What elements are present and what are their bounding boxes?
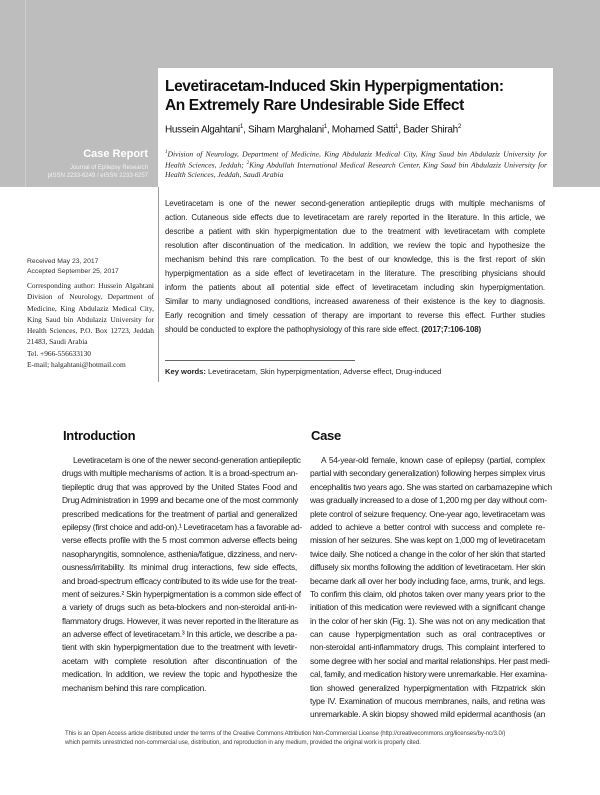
abstract-rule [165,360,355,361]
paragraph-line: was gradually increased to a dose of 1,200 mg per day without com- [310,495,547,506]
correspondence-line: Tel. +966-556633130 [27,348,91,358]
case-body [310,454,552,722]
correspondence-line: Division of Neurology, Department of [27,292,154,302]
affiliation-mark: 1 [323,124,327,130]
abstract-line: mechanism behind this rare complication. To the best of our knowledge, this is the first report of skin [165,255,545,264]
abstract [165,197,545,337]
paragraph-line: some degree with her social and marital relationships. Her past medi- [310,655,550,666]
affiliation-1: Division of Neurology, Department of Medicine, King Abdulaziz Medical City, King Saud bin Abdulaziz University for Health Sciences, Jeddah; [165,149,547,170]
author: Mohamed Satti [331,124,396,136]
abstract-line: action. Cutaneous side effects due to levetiracetam are rarely reported in the literature. In this article, we [165,213,545,222]
introduction-body [62,454,302,695]
abstract-line: hyperpigmentation as a side effect of levetiracetam in the literature. The prescribing physicians should [165,269,545,278]
section-heading-case: Case [311,428,341,443]
citation: (2017;7:106-108) [421,325,482,334]
paragraph-line: initiation of this medication were reviewed with a significant change [310,602,545,613]
affiliation-mark: 1 [165,150,168,155]
paragraph-line: type IV. Examination of mucous membranes, nails, and retina was [310,696,545,707]
paragraph-line: partial with secondary generalization) following herpes simplex virus [310,468,545,479]
article-title-line2: An Extremely Rare Undesirable Side Effect [165,97,464,114]
paragraph-line: in the color of her skin (Fig. 1). She was not on any medication that [310,615,545,626]
correspondence-line: King Saud bin Abdulaziz University for [27,314,154,324]
paragraph-line: tient with skin hyperpigmentation due to the treatment with levetir- [62,642,297,653]
paragraph-line: non-steroidal anti-inflammatory drugs. This complaint interfered to [310,642,545,653]
abstract-line: should be conducted to explore the pathophysiology of this rare side effect. [165,325,422,334]
paragraph-line: A 54-year-old female, known case of epilepsy (partial, complex [321,455,545,465]
paragraph-line: tiepileptic drug that was approved by the United States Food and [62,481,297,492]
author-list: Hussein Algahtani$^1$, Siham Marghalani$^1$, Mohamed Satti$^1$, Bader Shirah$^2$ [165,124,461,136]
paragraph-line: ment of seizures.² Skin hyperpigmentation is a common side effect of [62,588,301,599]
paragraph-line: epilepsy (first choice and add-on).¹ Levetiracetam has a favorable ad- [62,521,302,532]
paragraph-line: cal, family, and medication history were unremarkable. Her examina- [310,669,548,680]
correspondence-line: Health Sciences, P.O. Box 12723, Jeddah [27,326,154,336]
paragraph-line: unremarkable. A skin biopsy showed mild epidermal acanthosis (an [310,709,545,720]
paragraph-line: tion showed generalized hyperpigmentation with Fitzpatrick skin [310,682,545,693]
correspondence-line: 21483, Saudi Arabia [27,337,88,347]
paragraph-line: acetam with complete resolution after discontinuation of the [62,655,297,666]
paragraph-line: Drug Administration in 1999 and became one of the most commonly [62,495,299,506]
article-title-line1: Levetiracetam-Induced Skin Hyperpigmentation: [165,78,504,95]
journal-name: Journal of Epilepsy Research [69,165,148,171]
abstract-line: Levetiracetam is one of the newer second-generation antiepileptic drugs with multiple mechanisms of [165,199,545,208]
paragraph-line: a variety of drugs such as beta-blockers and non-steroidal anti-in- [62,602,297,613]
paragraph-line: an adverse effect of levetiracetam.³ In this article, we describe a pa- [62,629,297,640]
keywords [165,367,441,376]
paragraph-line: mechanism behind this rare complication. [62,682,207,693]
journal-issn: pISSN 2233-6249 / eISSN 2233-6257 [47,173,148,179]
author: Siham Marghalani [247,124,324,136]
affiliation-mark: 1 [395,124,399,130]
correspondence-line: Corresponding author: Hussein Algahtani [27,281,154,290]
affiliation-mark: 2 [457,124,461,130]
paragraph-line: To confirm this claim, old photos taken over many years prior to the [310,588,545,599]
paragraph-line: drugs with multiple mechanisms of action. It is a broad-spectrum an- [62,468,298,479]
abstract-line: describe a patient with skin hyperpigmentation due to the treatment with levetiracetam with complete [165,227,545,236]
author: Bader Shirah [403,124,458,136]
abstract-line: Early recognition and timely cessation of therapy are important to reverse this effect. Further studies [165,311,545,320]
paragraph-line: became dark all over her body including face, arms, trunk, and legs. [310,575,545,586]
paragraph-line: medication. In addition, we review the topic and hypothesize the [62,669,297,680]
correspondence-line: E-mail; halgahtani@hotmail.com [27,360,126,370]
paragraph-line: and broad-spectrum efficacy contributed to its wide use for the treat- [62,575,298,586]
corresponding-author [27,280,154,370]
paragraph-line: nasopharyngitis, somnolence, asthenia/fatigue, dizziness, and nerv- [62,548,297,559]
affiliation-mark: 2 [246,161,250,167]
header-divider [25,0,26,187]
abstract-divider [158,187,159,382]
paragraph-line: mission of her seizures. She was kept on 1,000 mg of levetiracetam [310,535,545,546]
affiliations [165,148,547,180]
abstract-line: inform the patients about all potential side effect of levetiracetam including skin hyperpigmentation. [165,283,545,292]
license-line: which permits unrestricted non-commercial use, distribution, and reproduction in any medium, provided the original work is properly cited. [65,739,421,746]
accepted-date: Accepted September 25, 2017 [27,268,119,275]
affiliation-mark: 1 [239,124,244,130]
abstract-line: resolution after discontinuation of the medication. In addition, we review the topic and hypothesize the [165,241,545,250]
paragraph-line: verse effects profile with the 5 most common adverse effects being [62,535,297,546]
license-line: This is an Open Access article distributed under the terms of the Creative Commons Attribution Non-Commercial License (http://creativecommons.org/licenses/by-nc/3.0/) [65,730,506,737]
paragraph-line: ousness/irritability. Its minimal drug interactions, few side effects, [62,562,297,573]
license-notice [65,729,505,747]
paragraph-line: flammatory drugs. However, it was never reported in the literature as [62,615,299,626]
paragraph-line: prescribed medications for the treatment of partial and generalized [62,508,297,519]
paragraph-line: diffusely six months following the addition of levetiracetam. Her skin [310,562,545,573]
paragraph-line: plete control of seizure frequency. One-year ago, levetiracetam was [310,508,545,519]
paragraph-line: Levetiracetam is one of the newer second-generation antiepileptic [73,455,301,465]
received-date: Received May 23, 2017 [27,258,99,265]
correspondence-line: Medicine, King Abdulaziz Medical City, [27,303,154,313]
section-heading-introduction: Introduction [63,428,136,443]
keywords-list: Levetiracetam, Skin hyperpigmentation, Adverse effect, Drug-induced [205,367,442,376]
paragraph-line: added to achieve a better control with success and complete re- [310,521,545,532]
article-type: Case Report [83,148,148,160]
abstract-line: Similar to many undiagnosed conditions, increased awareness of their existence is the key to diagnosis. [165,297,545,306]
paragraph-line: twice daily. She noticed a change in the color of her skin that started [310,548,545,559]
paragraph-line: encephalitis two years ago. She was started on carbamazepine which [310,481,552,492]
author: Hussein Algahtani [165,124,240,136]
affiliation-2: King Abdullah International Medical Research Center, King Saud bin Abdulaziz University for Health Sciences, Jeddah, Saudi Arabia [165,160,548,180]
keywords-label: Key words: [165,367,206,376]
paragraph-line: can cause hyperpigmentation such as oral contraceptives or [310,629,545,640]
